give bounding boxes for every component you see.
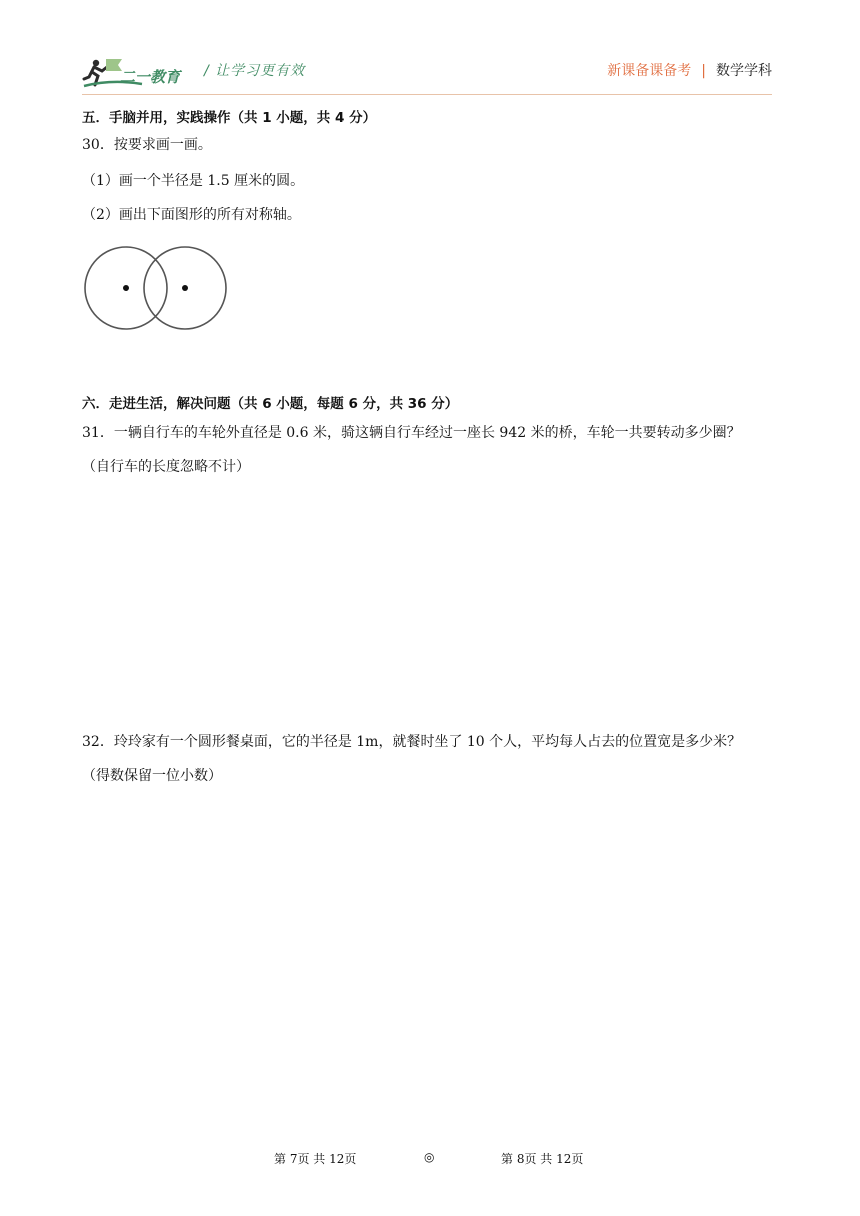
header-divider bbox=[82, 94, 772, 95]
page-header bbox=[0, 0, 860, 100]
question-30-part-1: （1）画一个半径是 1.5 厘米的圆。 bbox=[82, 173, 305, 189]
question-31-note: （自行车的长度忽略不计） bbox=[82, 459, 250, 475]
footer-page-left: 第 7页 共 12页 bbox=[274, 1152, 357, 1166]
right-center-dot bbox=[182, 285, 188, 291]
header-tagline: 新课备课备考 bbox=[607, 63, 692, 79]
question-32: 32．玲玲家有一个圆形餐桌面，它的半径是 1m，就餐时坐了 10 个人，平均每人占去的位置宽是多少米？ bbox=[82, 734, 742, 750]
logo bbox=[82, 55, 194, 91]
question-30: 30．按要求画一画。 bbox=[82, 137, 212, 153]
slogan: / 让学习更有效 bbox=[204, 63, 306, 79]
question-30-part-2: （2）画出下面图形的所有对称轴。 bbox=[82, 207, 301, 223]
header-right bbox=[607, 60, 772, 80]
section-5-title: 五．手脑并用，实践操作（共 1 小题，共 4 分） bbox=[82, 110, 377, 126]
question-32-note: （得数保留一位小数） bbox=[82, 768, 222, 784]
header-separator: | bbox=[701, 63, 706, 79]
header-subject: 数学学科 bbox=[716, 63, 772, 79]
left-center-dot bbox=[123, 285, 129, 291]
section-6-title: 六．走进生活，解决问题（共 6 小题，每题 6 分，共 36 分） bbox=[82, 396, 459, 412]
footer-page-right: 第 8页 共 12页 bbox=[501, 1152, 584, 1166]
footer-symbol: ◎ bbox=[424, 1150, 435, 1164]
brand-text: 二一教育 bbox=[120, 68, 181, 86]
overlapping-circles-figure bbox=[82, 242, 232, 334]
question-31: 31．一辆自行车的车轮外直径是 0.6 米，骑这辆自行车经过一座长 942 米的桥，车轮一共要转动多少圈？ bbox=[82, 425, 741, 441]
